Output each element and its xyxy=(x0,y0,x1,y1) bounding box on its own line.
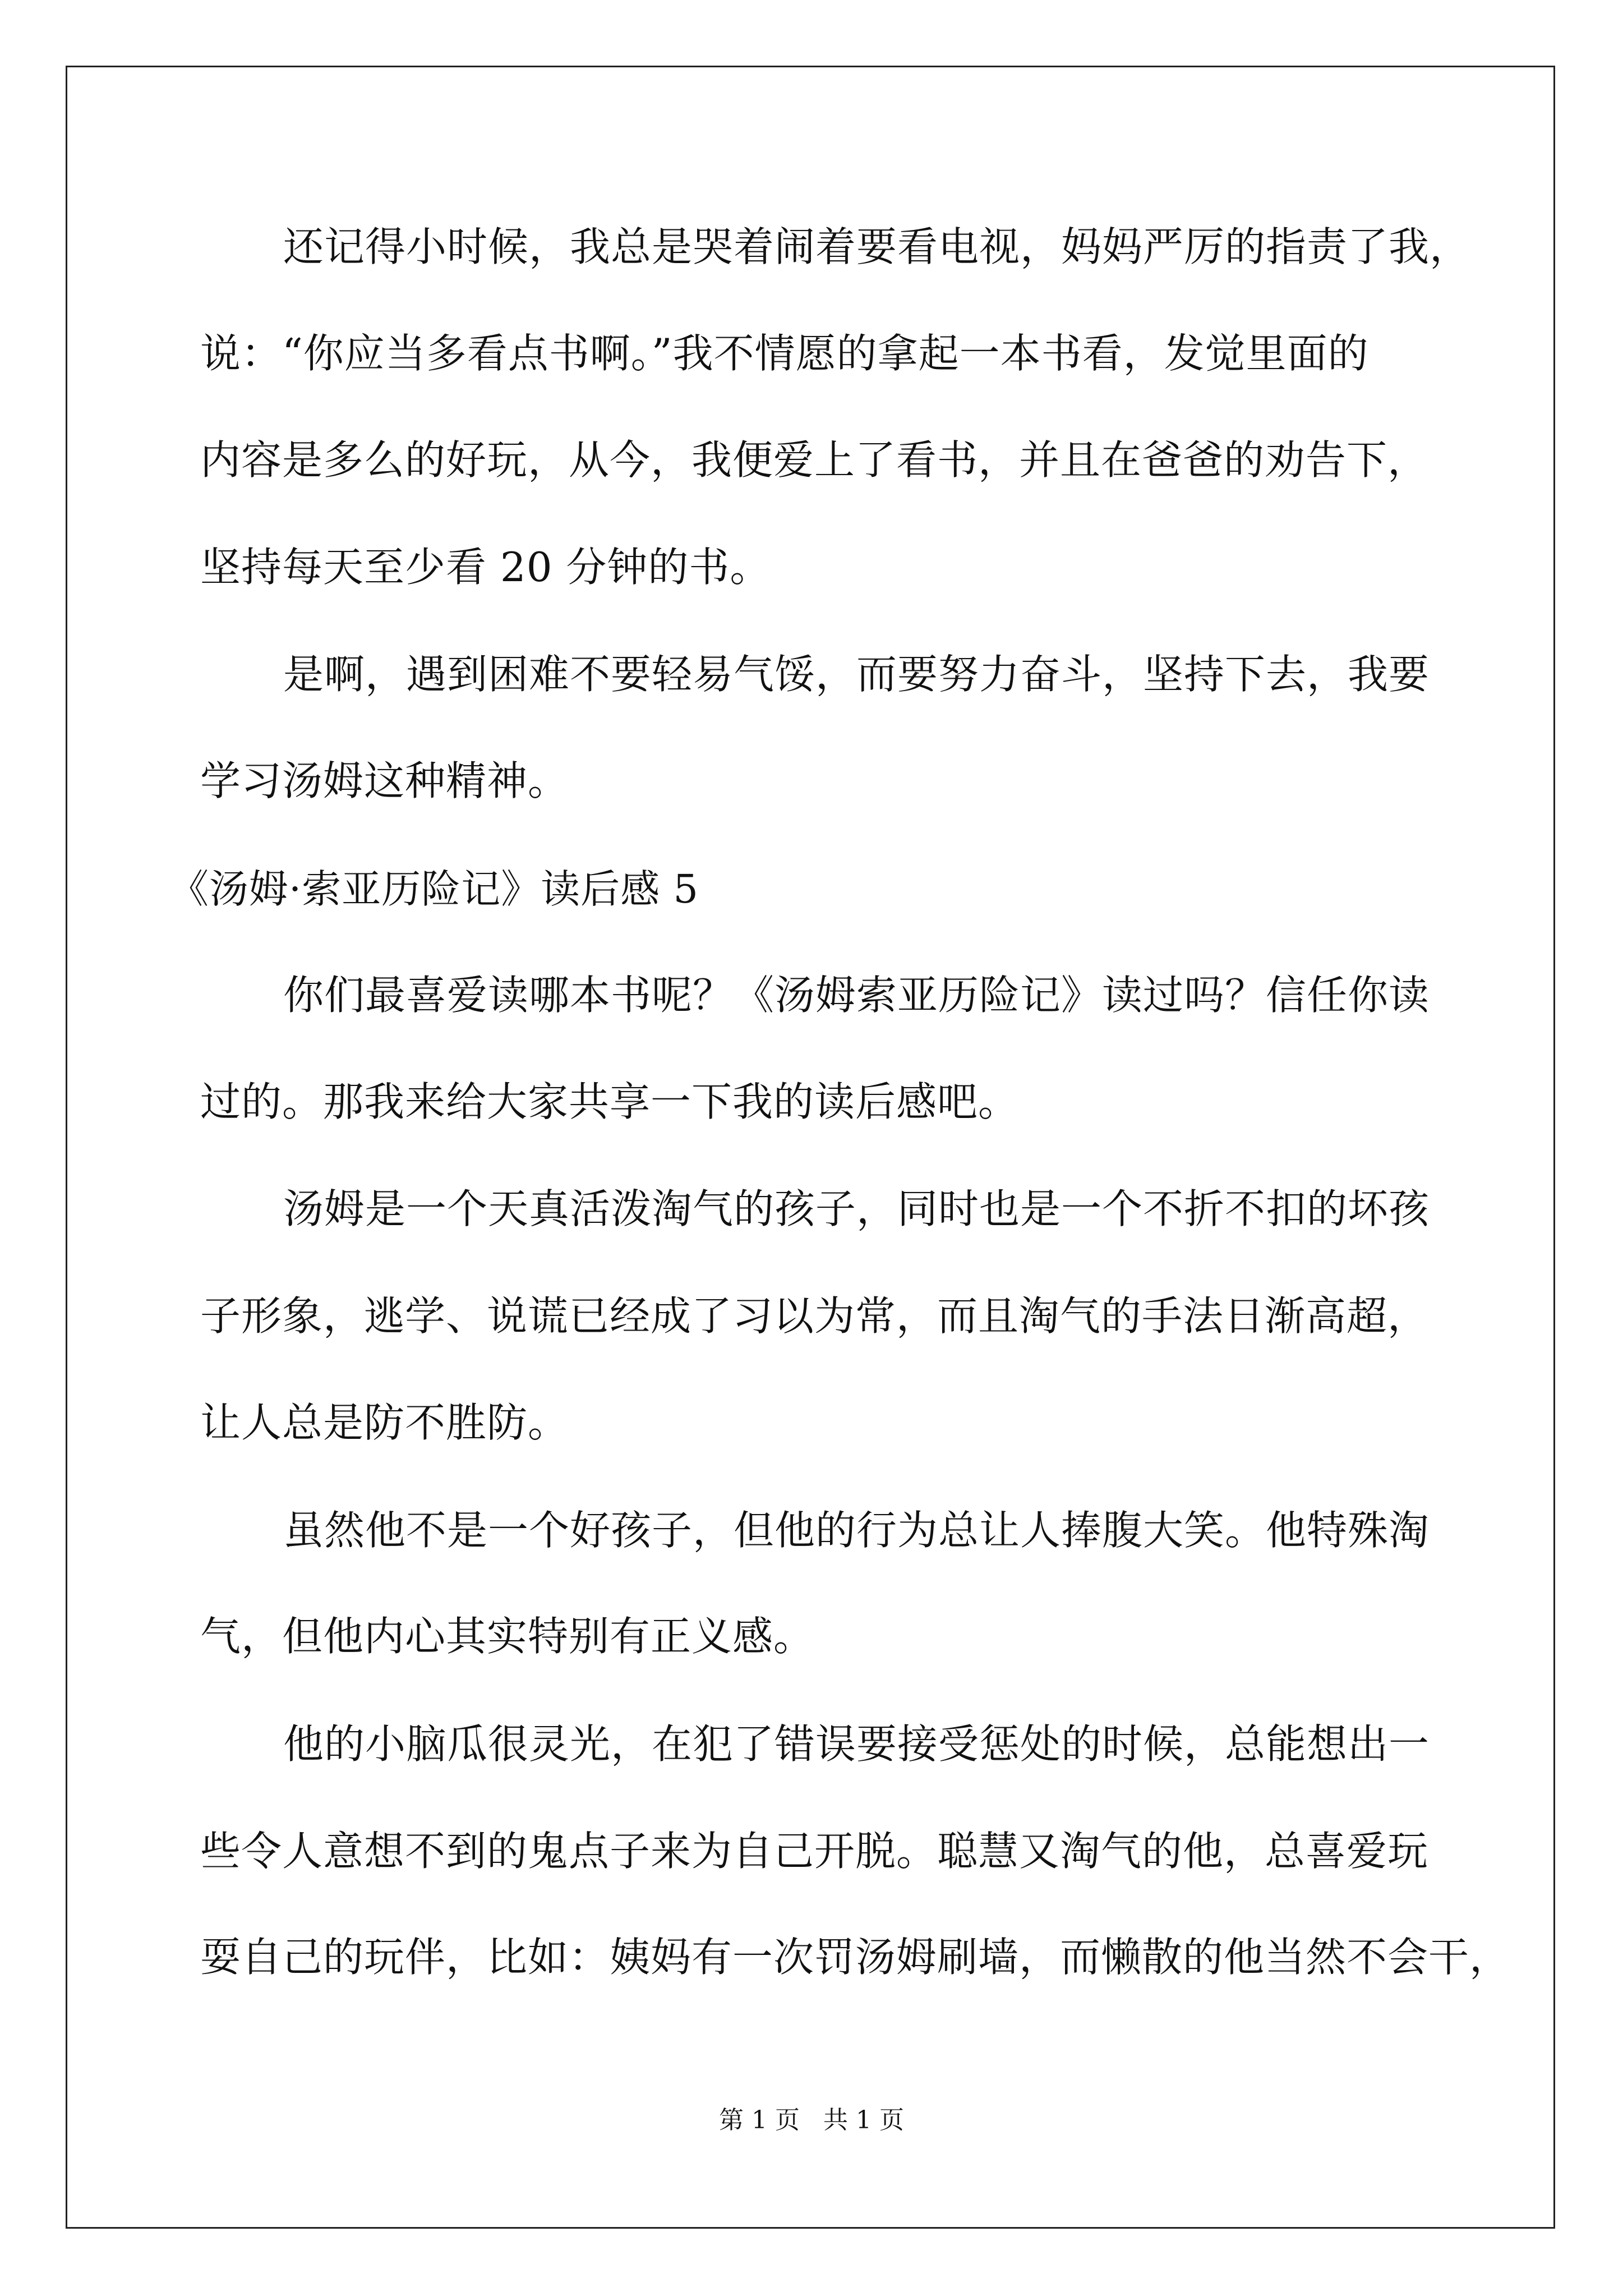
paragraph-1-line-1: 还记得小时候，我总是哭着闹着要看电视，妈妈严厉的指责了我， xyxy=(283,223,1471,270)
paragraph-2-line-1: 是啊，遇到困难不要轻易气馁，而要努力奋斗，坚持下去，我要 xyxy=(283,651,1430,698)
paragraph-4-line-1: 汤姆是一个天真活泼淘气的孩子，同时也是一个不折不扣的坏孩 xyxy=(283,1185,1430,1232)
paragraph-1-line-3: 内容是多么的好玩，从今，我便爱上了看书，并且在爸爸的劝告下， xyxy=(200,436,1429,484)
paragraph-5-line-2: 气，但他内心其实特别有正义感。 xyxy=(200,1613,815,1660)
paragraph-4-line-3: 让人总是防不胜防。 xyxy=(200,1399,569,1446)
paragraph-1-line-2: 说：“你应当多看点书啊。”我不情愿的拿起一本书看，发觉里面的 xyxy=(200,330,1369,377)
paragraph-6-line-3: 耍自己的玩伴，比如：姨妈有一次罚汤姆刷墙，而懒散的他当然不会干， xyxy=(200,1934,1511,1981)
paragraph-6-line-2: 些令人意想不到的鬼点子来为自己开脱。聪慧又淘气的他，总喜爱玩 xyxy=(200,1828,1429,1875)
paragraph-3-line-1: 你们最喜爱读哪本书呢？《汤姆索亚历险记》读过吗？信任你读 xyxy=(283,972,1430,1019)
paragraph-3-line-2: 过的。那我来给大家共享一下我的读后感吧。 xyxy=(200,1078,1020,1125)
paragraph-1-line-4: 坚持每天至少看 20 分钟的书。 xyxy=(200,544,771,591)
paragraph-4-line-2: 子形象，逃学、说谎已经成了习以为常，而且淘气的手法日渐高超， xyxy=(200,1292,1429,1340)
section-heading: 《汤姆·索亚历险记》读后感 5 xyxy=(169,866,699,912)
paragraph-5-line-1: 虽然他不是一个好孩子，但他的行为总让人捧腹大笑。他特殊淘 xyxy=(283,1507,1430,1554)
page-border xyxy=(66,66,1555,2229)
paragraph-6-line-1: 他的小脑瓜很灵光，在犯了错误要接受惩处的时候，总能想出一 xyxy=(283,1720,1430,1768)
page-footer: 第 1 页 共 1 页 xyxy=(719,2106,904,2134)
paragraph-2-line-2: 学习汤姆这种精神。 xyxy=(200,757,569,804)
